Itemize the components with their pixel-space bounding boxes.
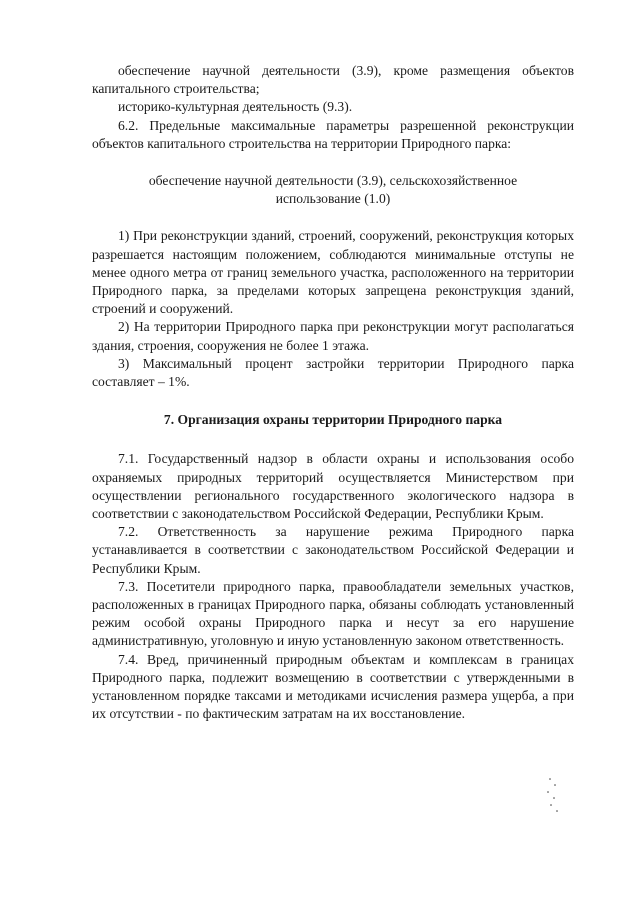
point-6-2-paragraph: 6.2. Предельные максимальные параметры разрешенной реконструкции объектов капитального строительства на территории Природного парка: <box>92 117 574 151</box>
item-2-paragraph: 2) На территории Природного парка при реконструкции могут располагаться здания, строения, сооружения не более 1 этажа. <box>92 319 574 353</box>
intro-paragraph-2: историко-культурная деятельность (9.3). <box>118 99 353 115</box>
item-3-paragraph: 3) Максимальный процент застройки территории Природного парка составляет – 1%. <box>92 355 574 390</box>
section-7-4-paragraph: 7.4. Вред, причиненный природным объектам и комплексам в границах Природного парка, подлежит возмещению в соответствии с утвержденными в установленном порядке таксами и методиками исчисления размера ущерба, а при их отсутствии - по фактическим затратам на их восстановление. <box>92 651 574 722</box>
document-page <box>92 62 574 724</box>
intro-paragraph-1: обеспечение научной деятельности (3.9), кроме размещения объектов капитального строительства; <box>92 63 574 97</box>
section-7-1-paragraph: 7.1. Государственный надзор в области охраны и использования особо охраняемых природных территорий осуществляется Министерством при осуществлении регионального государственного экологического надзора в соответствии с законодательством Российской Федерации, Республики Крым. <box>92 451 574 522</box>
section-7-3-paragraph: 7.3. Посетители природного парка, правообладатели земельных участков, расположенных в границах Природного парка, обязаны соблюдать установленный режим особой охраны Природного парка и несут за его нарушение административную, уголовную и иную установленную законом ответственность. <box>92 578 574 649</box>
scan-speckle-mark <box>545 776 559 816</box>
section-7-2-paragraph: 7.2. Ответственность за нарушение режима Природного парка устанавливается в соответствии с законодательством Российской Федерации и Республики Крым. <box>92 524 574 576</box>
item-1-paragraph: 1) При реконструкции зданий, строений, сооружений, реконструкция которых разрешается настоящим положением, соблюдаются минимальные отступы не менее одного метра от границ земельного участка, расположенного на территории Природного парка, за пределами которых запрещена реконструкция зданий, строений и сооружений. <box>92 228 574 317</box>
section-7-title: 7. Организация охраны территории Природного парка <box>163 412 503 428</box>
sub-heading: обеспечение научной деятельности (3.9), сельскохозяйственное использование (1.0) <box>148 173 518 207</box>
